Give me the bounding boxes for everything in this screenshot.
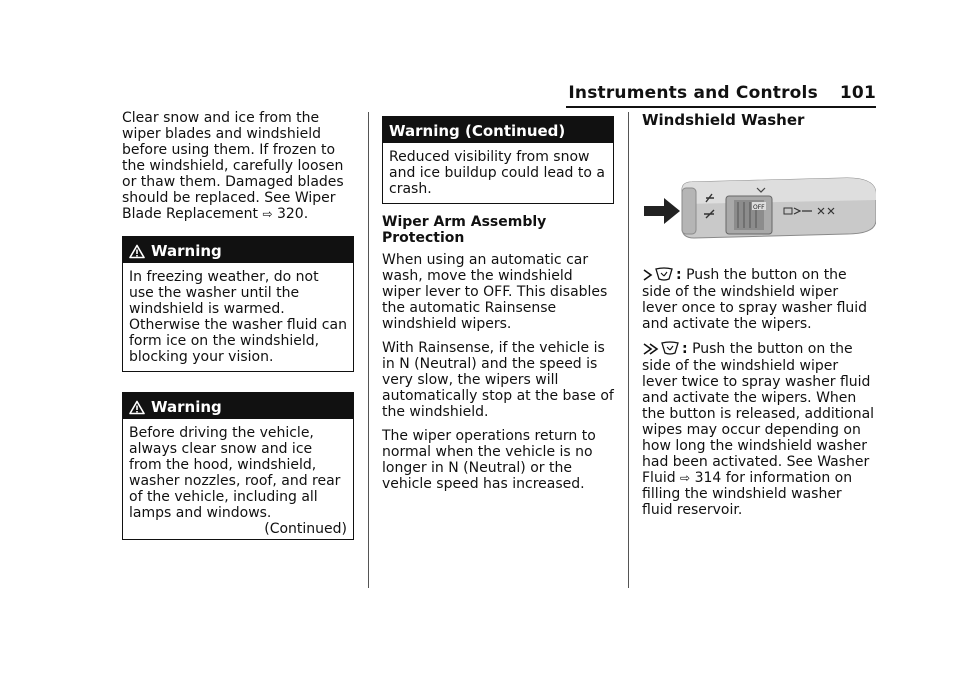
- reference-arrow-icon: ⇨: [680, 471, 691, 485]
- paragraph: With Rainsense, if the vehicle is in N (Neutral) and the speed is very slow, the wipers will automatically stop at the base of the windshield.: [382, 340, 614, 420]
- colon: :: [682, 341, 688, 357]
- section-heading: Windshield Washer: [642, 111, 805, 129]
- paragraph: The wiper operations return to normal when the vehicle is no longer in N (Neutral) or the vehicle speed has increased.: [382, 428, 596, 492]
- colon: :: [676, 267, 682, 283]
- warning-body: [123, 419, 353, 539]
- warning-text: Reduced visibility from snow and ice buildup could lead to a crash.: [389, 149, 605, 197]
- header-rule: [566, 106, 876, 108]
- switch-label: OFF: [753, 204, 765, 211]
- warning-body: [383, 143, 613, 203]
- warning-header: [383, 117, 613, 143]
- warning-header: [123, 237, 353, 263]
- warning-title: Warning (Continued): [389, 122, 566, 140]
- warning-box: [122, 236, 354, 372]
- page-reference[interactable]: 314 for information on filling the windshield washer fluid reservoir.: [642, 470, 853, 518]
- reference-arrow-icon: ⇨: [262, 207, 273, 221]
- washer-item: [642, 266, 876, 332]
- column-divider: [368, 112, 369, 588]
- column-2: [382, 110, 614, 500]
- page-number: 101: [839, 83, 876, 103]
- column-1: [122, 110, 354, 540]
- warning-body: [123, 263, 353, 371]
- item-text: Push the button on the side of the windshield wiper lever once to spray washer fluid and activate the wipers.: [642, 267, 868, 332]
- warning-box: [122, 392, 354, 540]
- washer-single-spray-icon: [642, 266, 676, 284]
- warning-box-continued: [382, 116, 614, 204]
- item-text: Push the button on the side of the windshield wiper lever twice to spray washer fluid and activate the wipers. When the button is released, additional wipes may occur depending on how long the windshield washer had been activated. See Washer Fluid: [642, 341, 875, 486]
- paragraph: When using an automatic car wash, move the windshield wiper lever to OFF. This disables the automatic Rainsense windshield wipers.: [382, 252, 608, 332]
- page-reference[interactable]: 320.: [276, 206, 309, 222]
- warning-triangle-icon: [129, 244, 145, 259]
- section-title: Instruments and Controls: [568, 83, 818, 103]
- warning-triangle-icon: [129, 400, 145, 415]
- continued-label: (Continued): [264, 521, 347, 537]
- paragraph-text: Clear snow and ice from the wiper blades and windshield before using them. If frozen to the windshield, carefully loosen or thaw them. Damaged blades should be replaced. See Wiper Blade Replacement: [122, 110, 344, 222]
- column-divider: [628, 112, 629, 588]
- warning-text: In freezing weather, do not use the washer until the windshield is warmed. Otherwise the washer fluid can form ice on the windshield, blocking your vision.: [129, 269, 347, 365]
- warning-title: Warning: [151, 242, 222, 260]
- subheading: Wiper Arm Assembly Protection: [382, 214, 547, 246]
- paragraph: [122, 110, 354, 222]
- wiper-lever-illustration: [642, 138, 876, 248]
- arrow-icon: [644, 198, 680, 224]
- washer-item: [642, 340, 876, 518]
- page-header: [560, 83, 876, 103]
- warning-header: [123, 393, 353, 419]
- column-3: [642, 110, 876, 526]
- washer-double-spray-icon: [642, 340, 682, 358]
- warning-text: Before driving the vehicle, always clear snow and ice from the hood, windshield, washer nozzles, roof, and rear of the vehicle, including all lamps and windows.: [129, 425, 341, 521]
- warning-title: Warning: [151, 398, 222, 416]
